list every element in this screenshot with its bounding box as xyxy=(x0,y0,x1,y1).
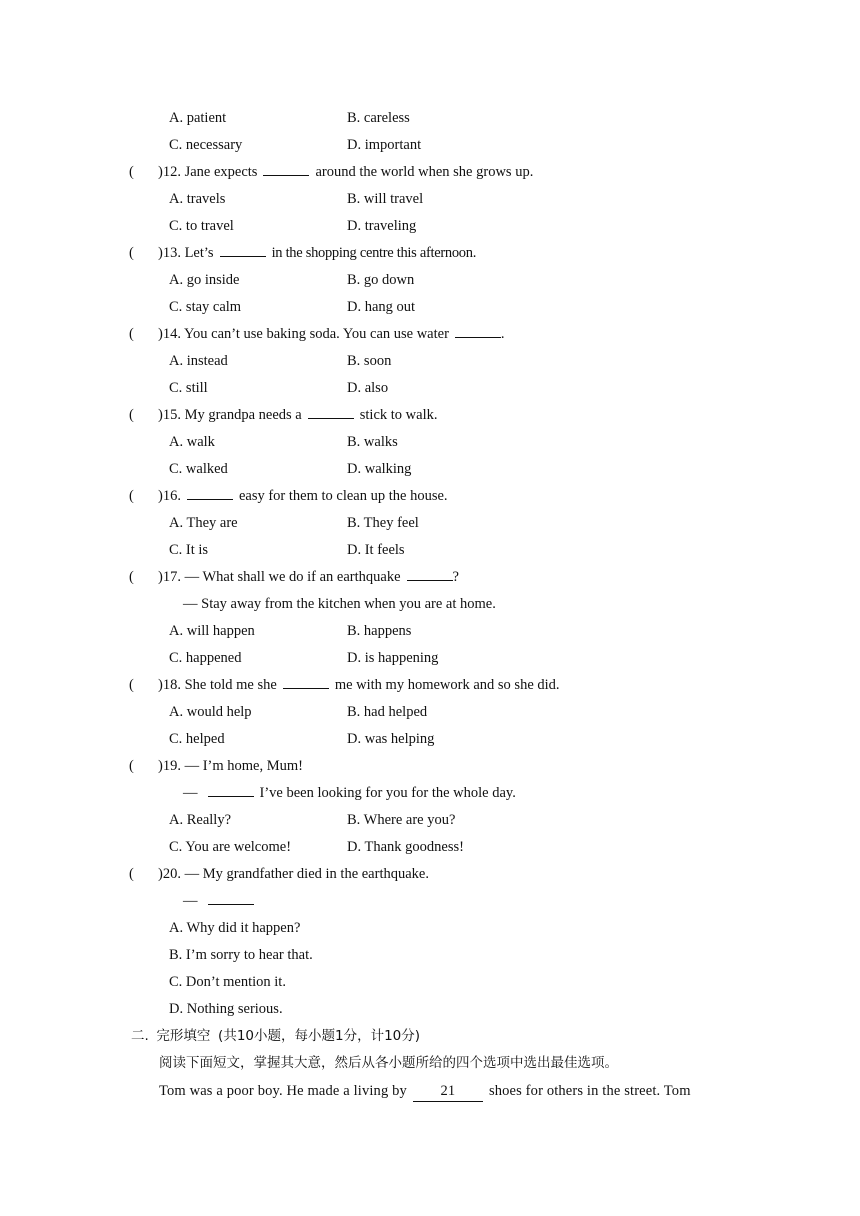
q16-answer-paren: ( xyxy=(129,488,134,504)
q15-option-c: C. walked xyxy=(169,461,228,477)
q17-option-b: B. happens xyxy=(347,623,412,639)
q20-stem: )20. — My grandfather died in the earthquake. xyxy=(158,866,429,882)
q19-reply xyxy=(183,783,516,803)
q14-option-a: A. instead xyxy=(169,353,228,369)
q12-stem-pre: )12. Jane expects xyxy=(158,164,258,180)
q18-option-c: C. helped xyxy=(169,731,225,747)
q11-option-d: D. important xyxy=(347,137,422,153)
q14-option-b: B. soon xyxy=(347,353,392,369)
q20-reply xyxy=(183,891,260,911)
q17-option-d: D. is happening xyxy=(347,650,439,666)
q14-option-d: D. also xyxy=(347,380,389,396)
q18-option-a: A. would help xyxy=(169,704,252,720)
cloze-passage-line xyxy=(159,1081,691,1102)
q20-reply-dash: — xyxy=(183,893,198,909)
q13-blank xyxy=(220,243,266,257)
q13-stem-pre: )13. Let’s xyxy=(158,245,214,261)
q15-option-d: D. walking xyxy=(347,461,412,477)
q19-reply-post: I’ve been looking for you for the whole day. xyxy=(259,785,516,801)
q12-option-d: D. traveling xyxy=(347,218,417,234)
q13-stem-post: in the shopping centre this afternoon. xyxy=(271,245,477,261)
q18-answer-paren: ( xyxy=(129,677,134,693)
q16-option-b: B. They feel xyxy=(347,515,419,531)
q11-option-c: C. necessary xyxy=(169,137,243,153)
q13-option-d: D. hang out xyxy=(347,299,416,315)
q15-option-b: B. walks xyxy=(347,434,398,450)
q15-stem-pre: )15. My grandpa needs a xyxy=(158,407,302,423)
q16-blank xyxy=(187,486,233,500)
q16-option-d: D. It feels xyxy=(347,542,405,558)
q20-option-b: B. I’m sorry to hear that. xyxy=(169,947,313,963)
section2-heading xyxy=(131,1026,420,1046)
q14-answer-paren: ( xyxy=(129,326,134,342)
q12-blank xyxy=(263,162,309,176)
q20-answer-paren: ( xyxy=(129,866,134,882)
q15-stem-post: stick to walk. xyxy=(359,407,438,423)
q12-option-b: B. will travel xyxy=(347,191,424,207)
q19-option-a: A. Really? xyxy=(169,812,232,828)
q14-stem-pre: )14. You can’t use baking soda. You can use water xyxy=(158,326,449,342)
q17-blank xyxy=(407,567,453,581)
cloze-passage-post: shoes for others in the street. Tom xyxy=(488,1083,691,1099)
q18-stem xyxy=(158,675,560,695)
q18-stem-pre: )18. She told me she xyxy=(158,677,277,693)
q16-stem-post: easy for them to clean up the house. xyxy=(238,488,448,504)
q19-option-d: D. Thank goodness! xyxy=(347,839,464,855)
q17-option-a: A. will happen xyxy=(169,623,255,639)
q13-option-a: A. go inside xyxy=(169,272,240,288)
q11-option-b: B. careless xyxy=(347,110,410,126)
q18-stem-post: me with my homework and so she did. xyxy=(334,677,560,693)
q19-answer-paren: ( xyxy=(129,758,134,774)
section2-scoring: (共10小题，每小题1分，计10分) xyxy=(218,1028,421,1044)
q19-reply-dash: — xyxy=(183,785,198,801)
q16-option-a: A. They are xyxy=(169,515,238,531)
q11-option-a: A. patient xyxy=(169,110,227,126)
q14-stem xyxy=(158,324,505,344)
q17-option-c: C. happened xyxy=(169,650,242,666)
q20-option-c: C. Don’t mention it. xyxy=(169,974,286,990)
q13-option-b: B. go down xyxy=(347,272,415,288)
q18-blank xyxy=(283,675,329,689)
q17-stem-pre: )17. — What shall we do if an earthquake xyxy=(158,569,401,585)
q15-stem xyxy=(158,405,437,425)
q16-stem-pre: )16. xyxy=(158,488,181,504)
q19-option-c: C. You are welcome! xyxy=(169,839,292,855)
q19-blank xyxy=(208,783,254,797)
q16-stem xyxy=(158,486,448,506)
q19-option-b: B. Where are you? xyxy=(347,812,456,828)
q12-option-a: A. travels xyxy=(169,191,226,207)
q15-blank xyxy=(308,405,354,419)
q17-stem-post: ? xyxy=(452,569,459,585)
q17-reply: — Stay away from the kitchen when you are at home. xyxy=(183,596,496,612)
q13-option-c: C. stay calm xyxy=(169,299,242,315)
q14-blank xyxy=(455,324,501,338)
q16-option-c: C. It is xyxy=(169,542,209,558)
q13-stem xyxy=(158,243,476,263)
section2-title: 完形填空 xyxy=(156,1028,211,1044)
q20-blank xyxy=(208,891,254,905)
q15-answer-paren: ( xyxy=(129,407,134,423)
q18-option-d: D. was helping xyxy=(347,731,435,747)
q17-answer-paren: ( xyxy=(129,569,134,585)
section2-instruction: 阅读下面短文，掌握其大意，然后从各小题所给的四个选项中选出最佳选项。 xyxy=(159,1055,618,1071)
q14-option-c: C. still xyxy=(169,380,208,396)
q12-answer-paren: ( xyxy=(129,164,134,180)
q20-option-a: A. Why did it happen? xyxy=(169,920,301,936)
q17-stem xyxy=(158,567,459,587)
section2-number: 二. xyxy=(131,1028,149,1044)
q15-option-a: A. walk xyxy=(169,434,215,450)
q12-option-c: C. to travel xyxy=(169,218,234,234)
q14-stem-post: . xyxy=(500,326,505,342)
q19-stem: )19. — I’m home, Mum! xyxy=(158,758,303,774)
q18-option-b: B. had helped xyxy=(347,704,428,720)
q12-stem xyxy=(158,162,533,182)
cloze-passage-pre: Tom was a poor boy. He made a living by xyxy=(159,1083,407,1099)
q13-answer-paren: ( xyxy=(129,245,134,261)
cloze-blank-21: 21 xyxy=(413,1081,483,1102)
q12-stem-post: around the world when she grows up. xyxy=(315,164,534,180)
q20-option-d: D. Nothing serious. xyxy=(169,1001,283,1017)
